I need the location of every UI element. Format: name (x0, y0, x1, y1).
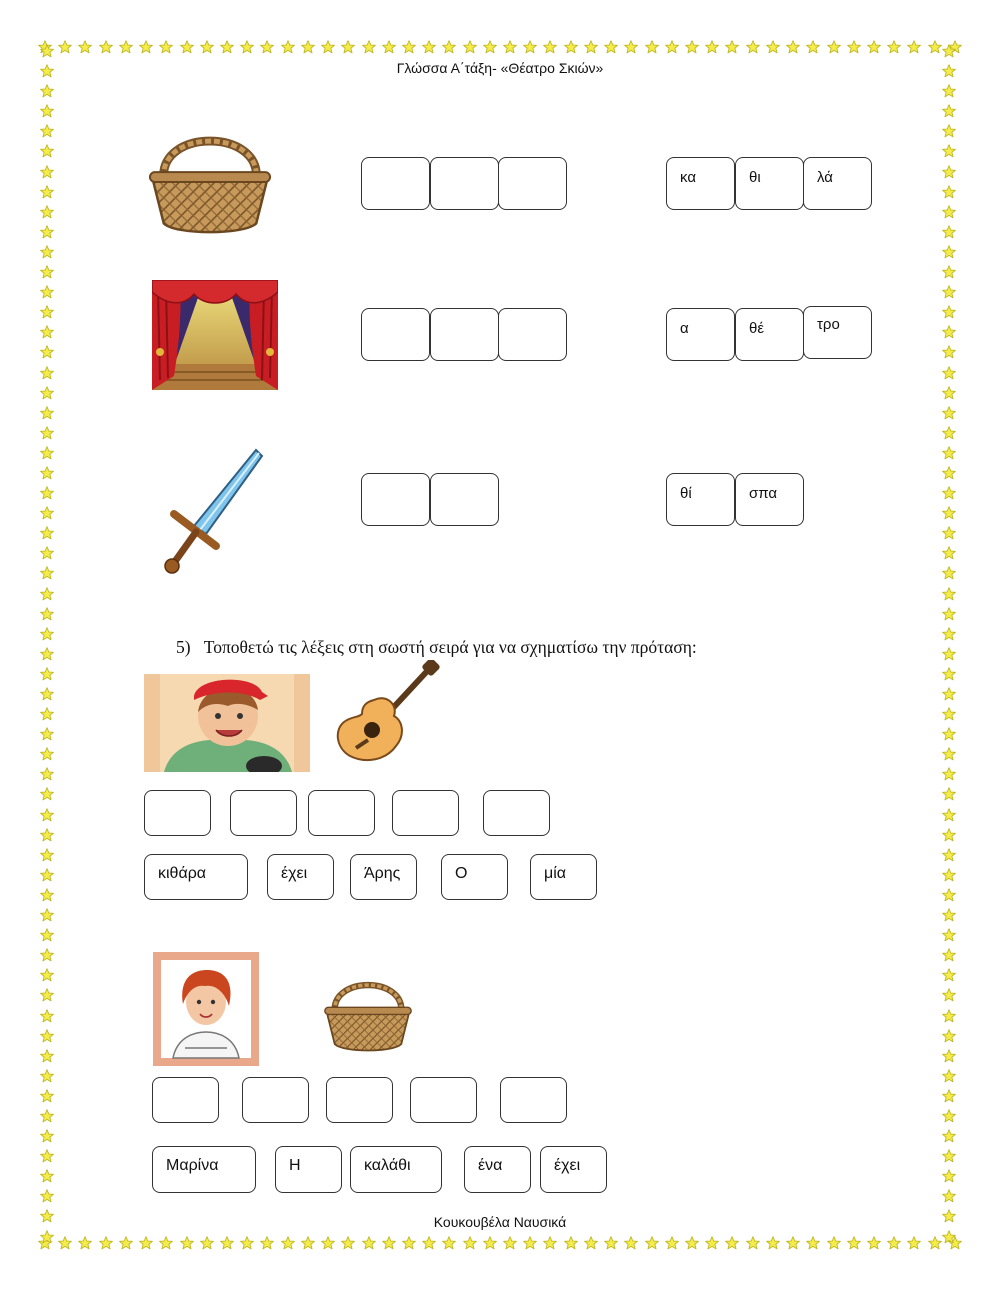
star-icon (40, 486, 54, 500)
star-icon (942, 44, 956, 58)
word-tile[interactable]: έχει (540, 1146, 607, 1193)
star-icon (942, 968, 956, 982)
task-number: 5) (176, 637, 191, 657)
star-icon (40, 1169, 54, 1183)
star-icon (942, 1009, 956, 1023)
star-icon (942, 205, 956, 219)
star-icon (422, 40, 436, 54)
star-icon (40, 828, 54, 842)
answer-box[interactable] (361, 157, 430, 210)
star-icon (40, 305, 54, 319)
star-icon (786, 1236, 800, 1250)
star-icon (806, 1236, 820, 1250)
star-icon (942, 144, 956, 158)
star-icon (240, 40, 254, 54)
star-icon (40, 1129, 54, 1143)
syllable-tile[interactable]: τρο (803, 306, 872, 359)
star-icon (604, 1236, 618, 1250)
star-icon (40, 566, 54, 580)
star-icon (402, 1236, 416, 1250)
star-icon (200, 40, 214, 54)
star-icon (942, 285, 956, 299)
star-icon (362, 40, 376, 54)
answer-box[interactable] (230, 790, 297, 836)
star-icon (645, 40, 659, 54)
star-icon (867, 40, 881, 54)
star-icon (40, 44, 54, 58)
syllable-tile[interactable]: σπα (735, 473, 804, 526)
star-icon (564, 1236, 578, 1250)
star-icon (543, 40, 557, 54)
word-tile[interactable]: Μαρίνα (152, 1146, 256, 1193)
star-icon (40, 988, 54, 1002)
star-icon (604, 40, 618, 54)
star-icon (180, 40, 194, 54)
star-icon (942, 406, 956, 420)
star-icon (942, 1029, 956, 1043)
star-icon (564, 40, 578, 54)
star-icon (119, 40, 133, 54)
syllable-tile[interactable]: α (666, 308, 735, 361)
star-icon (523, 40, 537, 54)
star-icon (942, 1149, 956, 1163)
star-icon (40, 245, 54, 259)
star-icon (942, 446, 956, 460)
boy-portrait-icon (144, 674, 310, 772)
star-icon (40, 587, 54, 601)
star-icon (942, 426, 956, 440)
star-icon (887, 40, 901, 54)
star-icon (200, 1236, 214, 1250)
star-icon (584, 1236, 598, 1250)
star-icon (942, 808, 956, 822)
star-icon (645, 1236, 659, 1250)
answer-box[interactable] (144, 790, 211, 836)
basket-icon (322, 970, 414, 1056)
star-icon (40, 607, 54, 621)
star-icon (321, 1236, 335, 1250)
star-icon (40, 808, 54, 822)
star-icon (523, 1236, 537, 1250)
star-icon (422, 1236, 436, 1250)
star-icon (942, 627, 956, 641)
star-icon (40, 345, 54, 359)
word-tile[interactable]: Άρης (350, 854, 417, 900)
star-icon (483, 1236, 497, 1250)
syllable-tile[interactable]: λά (803, 157, 872, 210)
star-icon (40, 185, 54, 199)
star-icon (40, 1049, 54, 1063)
star-icon (40, 285, 54, 299)
star-icon (382, 40, 396, 54)
star-icon (40, 124, 54, 138)
star-icon (766, 40, 780, 54)
star-icon (867, 1236, 881, 1250)
star-icon (766, 1236, 780, 1250)
star-icon (40, 144, 54, 158)
star-icon (942, 848, 956, 862)
star-icon (40, 386, 54, 400)
star-icon (847, 1236, 861, 1250)
star-icon (624, 1236, 638, 1250)
guitar-icon (332, 660, 442, 768)
star-icon (942, 124, 956, 138)
star-icon (463, 40, 477, 54)
star-icon (942, 1169, 956, 1183)
star-icon (827, 1236, 841, 1250)
star-icon (159, 1236, 173, 1250)
star-icon (942, 787, 956, 801)
star-icon (40, 205, 54, 219)
syllable-tile[interactable]: θι (735, 157, 804, 210)
star-icon (942, 1189, 956, 1203)
star-icon (942, 566, 956, 580)
star-icon (942, 888, 956, 902)
star-icon (942, 828, 956, 842)
star-icon (40, 506, 54, 520)
star-icon (40, 787, 54, 801)
star-icon (40, 1149, 54, 1163)
star-icon (942, 1069, 956, 1083)
star-icon (40, 1029, 54, 1043)
star-icon (725, 1236, 739, 1250)
star-icon (746, 40, 760, 54)
star-icon (40, 325, 54, 339)
star-icon (942, 988, 956, 1002)
star-icon (928, 1236, 942, 1250)
star-icon (40, 968, 54, 982)
star-icon (58, 40, 72, 54)
star-icon (942, 908, 956, 922)
star-icon (942, 727, 956, 741)
star-icon (705, 1236, 719, 1250)
star-icon (705, 40, 719, 54)
star-border-bottom (38, 1236, 962, 1250)
star-icon (942, 767, 956, 781)
syllable-tile[interactable]: θέ (735, 308, 804, 361)
star-icon (942, 647, 956, 661)
word-tile[interactable]: Η (275, 1146, 342, 1193)
star-icon (40, 466, 54, 480)
star-icon (942, 948, 956, 962)
star-icon (78, 40, 92, 54)
star-icon (40, 165, 54, 179)
star-icon (40, 225, 54, 239)
star-icon (40, 928, 54, 942)
answer-box[interactable] (430, 308, 499, 361)
star-icon (40, 426, 54, 440)
star-icon (260, 40, 274, 54)
star-icon (40, 1069, 54, 1083)
syllable-tile[interactable]: κα (666, 157, 735, 210)
syllable-tile[interactable]: θί (666, 473, 735, 526)
star-icon (220, 40, 234, 54)
star-icon (40, 667, 54, 681)
star-icon (40, 687, 54, 701)
answer-box[interactable] (430, 473, 499, 526)
star-icon (746, 1236, 760, 1250)
star-icon (942, 386, 956, 400)
star-icon (665, 40, 679, 54)
star-icon (78, 1236, 92, 1250)
star-icon (942, 225, 956, 239)
star-icon (40, 707, 54, 721)
star-icon (685, 1236, 699, 1250)
star-icon (942, 265, 956, 279)
answer-box[interactable] (242, 1077, 309, 1123)
star-icon (40, 747, 54, 761)
star-icon (907, 1236, 921, 1250)
answer-box[interactable] (483, 790, 550, 836)
star-border-left (40, 44, 54, 1244)
star-icon (40, 104, 54, 118)
star-icon (260, 1236, 274, 1250)
star-icon (942, 486, 956, 500)
star-icon (362, 1236, 376, 1250)
star-icon (40, 526, 54, 540)
star-icon (942, 84, 956, 98)
answer-box[interactable] (152, 1077, 219, 1123)
star-icon (442, 40, 456, 54)
star-border-top (38, 40, 962, 54)
star-icon (180, 1236, 194, 1250)
star-icon (40, 647, 54, 661)
word-tile[interactable]: Ο (441, 854, 508, 900)
star-icon (942, 687, 956, 701)
star-icon (942, 185, 956, 199)
star-icon (99, 40, 113, 54)
star-icon (58, 1236, 72, 1250)
star-icon (40, 406, 54, 420)
star-icon (281, 1236, 295, 1250)
star-icon (827, 40, 841, 54)
star-icon (40, 546, 54, 560)
star-icon (942, 868, 956, 882)
star-icon (40, 848, 54, 862)
basket-icon (146, 120, 274, 240)
star-icon (942, 1049, 956, 1063)
star-icon (341, 1236, 355, 1250)
author-name: Κουκουβέλα Ναυσικά (433, 1214, 567, 1230)
star-icon (942, 587, 956, 601)
star-icon (40, 727, 54, 741)
star-icon (942, 667, 956, 681)
star-icon (40, 446, 54, 460)
star-icon (806, 40, 820, 54)
star-icon (942, 366, 956, 380)
star-icon (483, 40, 497, 54)
star-icon (942, 245, 956, 259)
star-icon (725, 40, 739, 54)
star-icon (942, 1129, 956, 1143)
star-icon (40, 84, 54, 98)
answer-box[interactable] (500, 1077, 567, 1123)
answer-box[interactable] (326, 1077, 393, 1123)
answer-box[interactable] (361, 308, 430, 361)
star-icon (402, 40, 416, 54)
star-icon (942, 607, 956, 621)
star-icon (321, 40, 335, 54)
sword-icon (148, 442, 278, 582)
star-icon (40, 1109, 54, 1123)
word-tile[interactable]: κιθάρα (144, 854, 248, 900)
star-icon (40, 767, 54, 781)
girl-portrait-icon (153, 952, 259, 1066)
answer-box[interactable] (410, 1077, 477, 1123)
answer-box[interactable] (498, 308, 567, 361)
star-icon (942, 506, 956, 520)
star-icon (942, 1109, 956, 1123)
star-icon (887, 1236, 901, 1250)
star-icon (624, 40, 638, 54)
word-tile[interactable]: ένα (464, 1146, 531, 1193)
star-icon (942, 526, 956, 540)
star-border-right (942, 44, 956, 1244)
star-icon (40, 948, 54, 962)
star-icon (301, 1236, 315, 1250)
star-icon (543, 1236, 557, 1250)
star-icon (139, 40, 153, 54)
star-icon (40, 888, 54, 902)
star-icon (942, 928, 956, 942)
star-icon (99, 1236, 113, 1250)
star-icon (665, 1236, 679, 1250)
star-icon (40, 868, 54, 882)
star-icon (942, 747, 956, 761)
star-icon (40, 1230, 54, 1244)
word-tile[interactable]: έχει (267, 854, 334, 900)
star-icon (942, 165, 956, 179)
star-icon (40, 627, 54, 641)
star-icon (928, 40, 942, 54)
task-text: Τοποθετώ τις λέξεις στη σωστή σειρά για να σχηματίσω την πρόταση: (203, 637, 697, 657)
answer-box[interactable] (498, 157, 567, 210)
star-icon (341, 40, 355, 54)
star-icon (40, 1009, 54, 1023)
star-icon (119, 1236, 133, 1250)
star-icon (942, 345, 956, 359)
theater-stage-icon (152, 280, 278, 390)
star-icon (942, 707, 956, 721)
answer-box[interactable] (430, 157, 499, 210)
star-icon (685, 40, 699, 54)
star-icon (942, 546, 956, 560)
star-icon (40, 366, 54, 380)
star-icon (281, 40, 295, 54)
star-icon (40, 1089, 54, 1103)
answer-box[interactable] (361, 473, 430, 526)
star-icon (942, 325, 956, 339)
star-icon (503, 1236, 517, 1250)
star-icon (40, 908, 54, 922)
star-icon (240, 1236, 254, 1250)
star-icon (942, 466, 956, 480)
star-icon (159, 40, 173, 54)
star-icon (139, 1236, 153, 1250)
star-icon (584, 40, 598, 54)
star-icon (942, 104, 956, 118)
star-icon (220, 1236, 234, 1250)
star-icon (442, 1236, 456, 1250)
word-tile[interactable]: μία (530, 854, 597, 900)
star-icon (942, 305, 956, 319)
page-title: Γλώσσα Α΄τάξη- «Θέατρο Σκιών» (396, 60, 604, 76)
word-tile[interactable]: καλάθι (350, 1146, 442, 1193)
star-icon (503, 40, 517, 54)
answer-box[interactable] (308, 790, 375, 836)
star-icon (382, 1236, 396, 1250)
star-icon (942, 1230, 956, 1244)
answer-box[interactable] (392, 790, 459, 836)
star-icon (463, 1236, 477, 1250)
star-icon (847, 40, 861, 54)
star-icon (942, 1089, 956, 1103)
star-icon (301, 40, 315, 54)
star-icon (907, 40, 921, 54)
star-icon (786, 40, 800, 54)
task-instruction (176, 637, 697, 658)
star-icon (40, 1189, 54, 1203)
star-icon (40, 265, 54, 279)
